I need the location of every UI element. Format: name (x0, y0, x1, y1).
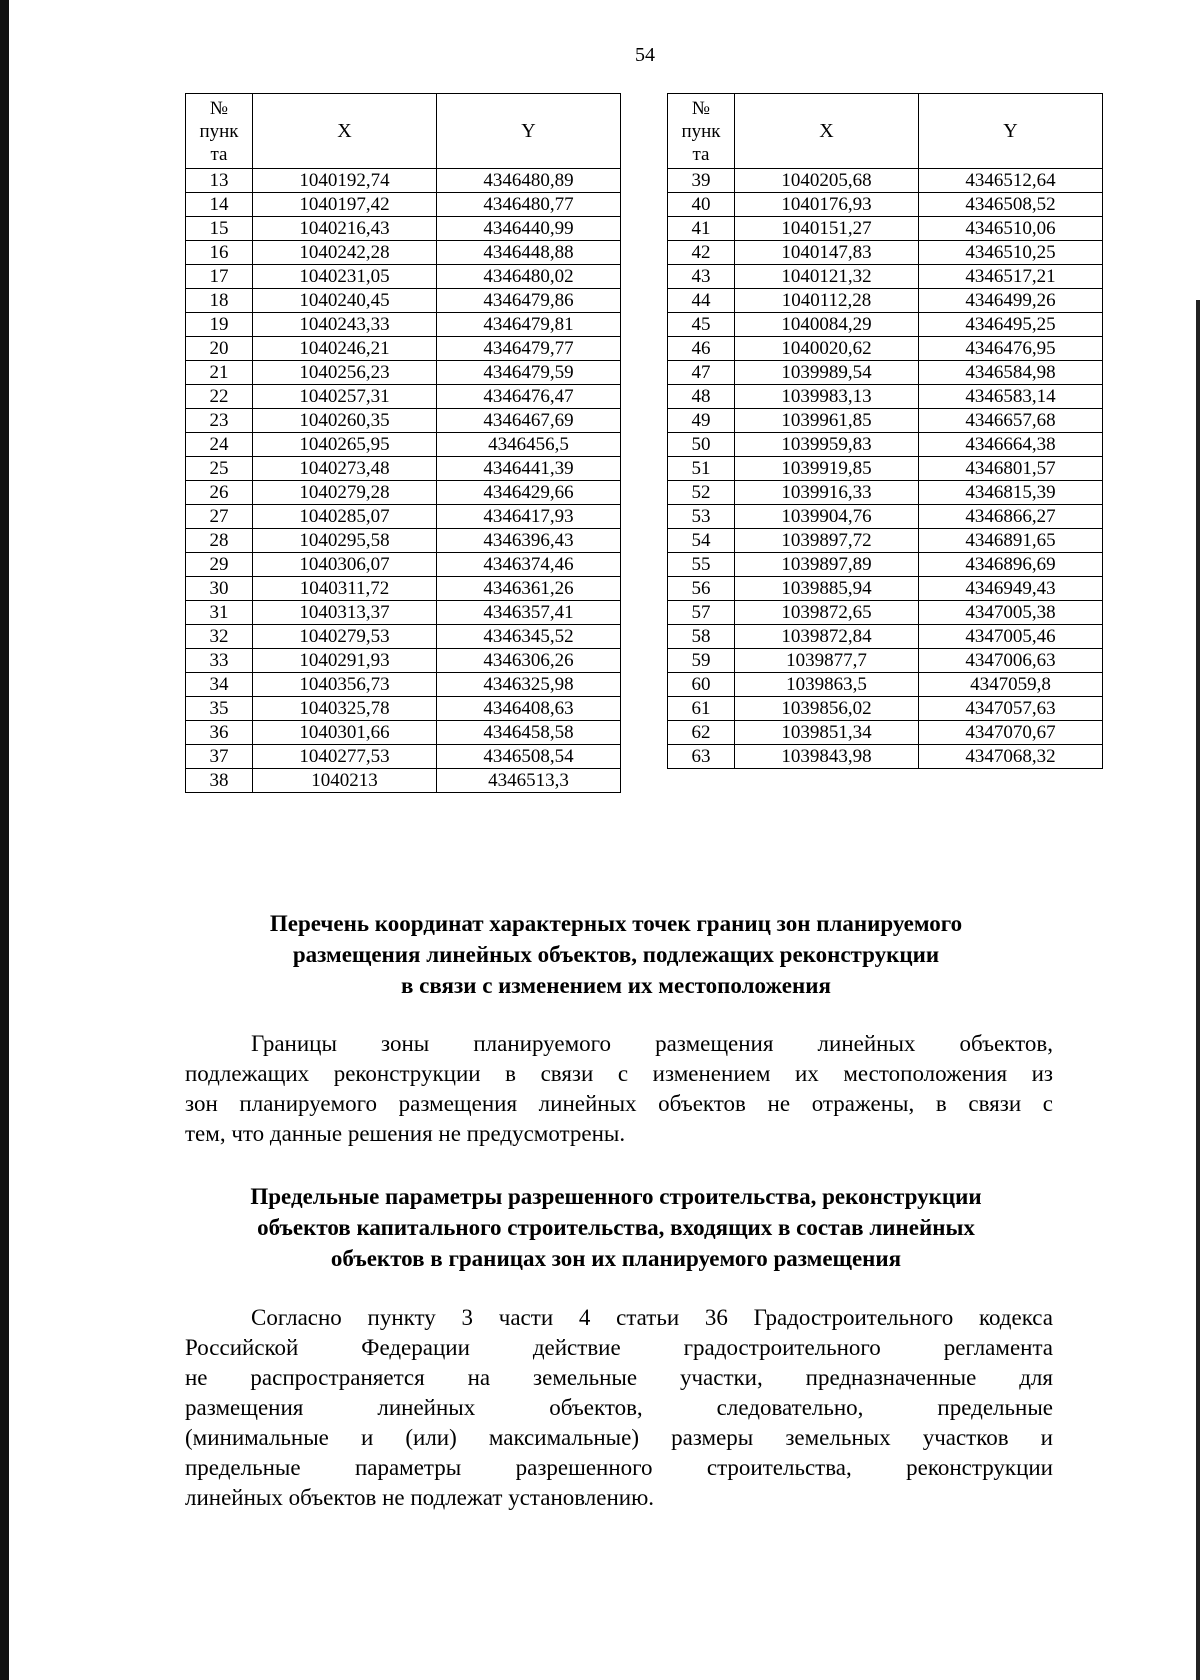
table-row (668, 649, 1103, 673)
table-row (668, 361, 1103, 385)
cell-x: 1040205,68 (735, 169, 919, 193)
cell-x: 1039989,54 (735, 361, 919, 385)
table-row (186, 505, 621, 529)
cell-point-number: 25 (186, 457, 253, 481)
cell-point-number: 46 (668, 337, 735, 361)
table-row (668, 457, 1103, 481)
cell-x: 1040243,33 (253, 313, 437, 337)
cell-x: 1040197,42 (253, 193, 437, 217)
heading-line: Перечень координат характерных точек границ зон планируемого (269, 911, 963, 936)
cell-x: 1040311,72 (253, 577, 437, 601)
cell-x: 1040295,58 (253, 529, 437, 553)
header-point-number (186, 94, 253, 169)
cell-y: 4346345,52 (437, 625, 621, 649)
table-body-left (186, 169, 621, 793)
header-num-line: № (209, 97, 229, 119)
cell-y: 4347005,46 (919, 625, 1103, 649)
cell-x: 1040306,07 (253, 553, 437, 577)
table-row (668, 409, 1103, 433)
paragraph-line: (минимальные и (или) максимальные) размеры земельных участков и (185, 1425, 1053, 1450)
table-row (186, 745, 621, 769)
cell-point-number: 51 (668, 457, 735, 481)
header-x: X (735, 94, 919, 169)
cell-x: 1039919,85 (735, 457, 919, 481)
cell-y: 4346896,69 (919, 553, 1103, 577)
table-row (668, 337, 1103, 361)
cell-y: 4346508,54 (437, 745, 621, 769)
cell-x: 1040231,05 (253, 265, 437, 289)
heading-line: объектов капитального строительства, входящих в состав линейных (257, 1215, 975, 1240)
cell-x: 1040273,48 (253, 457, 437, 481)
cell-y: 4346801,57 (919, 457, 1103, 481)
table-row (186, 481, 621, 505)
table-row (186, 241, 621, 265)
paragraph-line: подлежащих реконструкции в связи с изменением их местоположения из (185, 1061, 1053, 1086)
cell-y: 4347006,63 (919, 649, 1103, 673)
header-num-line: та (692, 143, 710, 165)
cell-point-number: 18 (186, 289, 253, 313)
cell-point-number: 32 (186, 625, 253, 649)
cell-x: 1040313,37 (253, 601, 437, 625)
cell-y: 4347059,8 (919, 673, 1103, 697)
cell-y: 4346866,27 (919, 505, 1103, 529)
coordinates-table-left (185, 93, 621, 793)
cell-y: 4346467,69 (437, 409, 621, 433)
paragraph-line: зон планируемого размещения линейных объектов не отражены, в связи с (185, 1091, 1053, 1116)
cell-point-number: 48 (668, 385, 735, 409)
scan-border-left (0, 0, 9, 1680)
cell-y: 4346480,89 (437, 169, 621, 193)
cell-point-number: 30 (186, 577, 253, 601)
table-row (668, 313, 1103, 337)
cell-x: 1040291,93 (253, 649, 437, 673)
cell-x: 1040176,93 (735, 193, 919, 217)
cell-x: 1040084,29 (735, 313, 919, 337)
cell-y: 4346479,81 (437, 313, 621, 337)
table-row (186, 721, 621, 745)
table-row (186, 457, 621, 481)
cell-y: 4347068,32 (919, 745, 1103, 769)
paragraph-line: предельные параметры разрешенного строительства, реконструкции (185, 1455, 1053, 1480)
cell-point-number: 16 (186, 241, 253, 265)
cell-x: 1039904,76 (735, 505, 919, 529)
cell-point-number: 59 (668, 649, 735, 673)
heading-line: Предельные параметры разрешенного строительства, реконструкции (250, 1184, 982, 1209)
table-row (668, 673, 1103, 697)
table-row (668, 577, 1103, 601)
table-row (668, 289, 1103, 313)
table-row (186, 553, 621, 577)
table-row (668, 505, 1103, 529)
table-row (668, 721, 1103, 745)
cell-y: 4346408,63 (437, 697, 621, 721)
cell-y: 4347070,67 (919, 721, 1103, 745)
cell-x: 1040112,28 (735, 289, 919, 313)
cell-y: 4346417,93 (437, 505, 621, 529)
cell-point-number: 52 (668, 481, 735, 505)
cell-y: 4347057,63 (919, 697, 1103, 721)
table-row (186, 769, 621, 793)
cell-y: 4346361,26 (437, 577, 621, 601)
paragraph-line: Границы зоны планируемого размещения линейных объектов, (251, 1031, 1053, 1056)
table-row (668, 193, 1103, 217)
coordinates-table-right (667, 93, 1103, 769)
table-row (668, 697, 1103, 721)
cell-x: 1040279,53 (253, 625, 437, 649)
header-y: Y (919, 94, 1103, 169)
cell-point-number: 33 (186, 649, 253, 673)
header-num-line: № (691, 97, 711, 119)
paragraph-line: размещения линейных объектов, следовательно, предельные (185, 1395, 1053, 1420)
cell-point-number: 29 (186, 553, 253, 577)
cell-y: 4346815,39 (919, 481, 1103, 505)
table-row (186, 529, 621, 553)
paragraph-line: тем, что данные решения не предусмотрены. (185, 1121, 626, 1146)
cell-y: 4347005,38 (919, 601, 1103, 625)
table-row (186, 361, 621, 385)
cell-point-number: 58 (668, 625, 735, 649)
table-row (186, 313, 621, 337)
cell-point-number: 38 (186, 769, 253, 793)
cell-y: 4346510,06 (919, 217, 1103, 241)
cell-point-number: 21 (186, 361, 253, 385)
cell-y: 4346584,98 (919, 361, 1103, 385)
cell-point-number: 35 (186, 697, 253, 721)
table-row (186, 577, 621, 601)
table-row (668, 601, 1103, 625)
cell-y: 4346440,99 (437, 217, 621, 241)
cell-point-number: 40 (668, 193, 735, 217)
cell-y: 4346429,66 (437, 481, 621, 505)
cell-x: 1039843,98 (735, 745, 919, 769)
heading-line: в связи с изменением их местоположения (401, 973, 831, 998)
cell-y: 4346441,39 (437, 457, 621, 481)
cell-x: 1040246,21 (253, 337, 437, 361)
cell-x: 1039983,13 (735, 385, 919, 409)
cell-y: 4346510,25 (919, 241, 1103, 265)
cell-y: 4346458,58 (437, 721, 621, 745)
table-row (186, 337, 621, 361)
cell-x: 1040279,28 (253, 481, 437, 505)
table-row (668, 481, 1103, 505)
cell-x: 1040260,35 (253, 409, 437, 433)
cell-y: 4346325,98 (437, 673, 621, 697)
cell-point-number: 34 (186, 673, 253, 697)
paragraph-line: не распространяется на земельные участки, предназначенные для (185, 1365, 1053, 1390)
paragraph-parameters (185, 1303, 1053, 1513)
cell-point-number: 60 (668, 673, 735, 697)
paragraph-line: линейных объектов не подлежат установлению. (185, 1485, 655, 1510)
table-row (668, 553, 1103, 577)
cell-x: 1039961,85 (735, 409, 919, 433)
cell-point-number: 63 (668, 745, 735, 769)
cell-point-number: 37 (186, 745, 253, 769)
cell-x: 1040121,32 (735, 265, 919, 289)
cell-x: 1040147,83 (735, 241, 919, 265)
cell-y: 4346495,25 (919, 313, 1103, 337)
table-row (186, 673, 621, 697)
cell-point-number: 56 (668, 577, 735, 601)
cell-x: 1040256,23 (253, 361, 437, 385)
cell-y: 4346499,26 (919, 289, 1103, 313)
header-y: Y (437, 94, 621, 169)
table-row (668, 217, 1103, 241)
table-row (668, 265, 1103, 289)
cell-point-number: 31 (186, 601, 253, 625)
cell-y: 4346949,43 (919, 577, 1103, 601)
cell-y: 4346480,77 (437, 193, 621, 217)
scan-border-right (1196, 300, 1200, 1680)
table-row (186, 601, 621, 625)
table-row (186, 385, 621, 409)
cell-y: 4346480,02 (437, 265, 621, 289)
header-point-number (668, 94, 735, 169)
table-row (668, 241, 1103, 265)
cell-x: 1039863,5 (735, 673, 919, 697)
cell-point-number: 36 (186, 721, 253, 745)
table-row (186, 193, 621, 217)
cell-point-number: 43 (668, 265, 735, 289)
cell-point-number: 44 (668, 289, 735, 313)
cell-y: 4346456,5 (437, 433, 621, 457)
cell-point-number: 47 (668, 361, 735, 385)
header-num-line: та (210, 143, 228, 165)
cell-y: 4346396,43 (437, 529, 621, 553)
cell-y: 4346357,41 (437, 601, 621, 625)
cell-y: 4346448,88 (437, 241, 621, 265)
cell-x: 1040151,27 (735, 217, 919, 241)
cell-point-number: 54 (668, 529, 735, 553)
cell-point-number: 42 (668, 241, 735, 265)
page-number: 54 (635, 44, 655, 66)
cell-x: 1039877,7 (735, 649, 919, 673)
paragraph-line: Согласно пункту 3 части 4 статьи 36 Градостроительного кодекса (251, 1305, 1053, 1330)
cell-point-number: 49 (668, 409, 735, 433)
cell-x: 1040265,95 (253, 433, 437, 457)
cell-x: 1040257,31 (253, 385, 437, 409)
cell-point-number: 55 (668, 553, 735, 577)
cell-point-number: 61 (668, 697, 735, 721)
cell-x: 1039872,65 (735, 601, 919, 625)
cell-y: 4346508,52 (919, 193, 1103, 217)
cell-point-number: 23 (186, 409, 253, 433)
table-row (186, 649, 621, 673)
table-row (668, 385, 1103, 409)
cell-y: 4346513,3 (437, 769, 621, 793)
table-row (186, 697, 621, 721)
heading-line: объектов в границах зон их планируемого размещения (330, 1246, 902, 1271)
table-row (668, 169, 1103, 193)
cell-x: 1039959,83 (735, 433, 919, 457)
cell-x: 1040020,62 (735, 337, 919, 361)
cell-point-number: 45 (668, 313, 735, 337)
cell-point-number: 14 (186, 193, 253, 217)
cell-x: 1039856,02 (735, 697, 919, 721)
cell-x: 1039916,33 (735, 481, 919, 505)
cell-point-number: 27 (186, 505, 253, 529)
cell-x: 1040285,07 (253, 505, 437, 529)
cell-x: 1039897,89 (735, 553, 919, 577)
cell-y: 4346891,65 (919, 529, 1103, 553)
cell-point-number: 50 (668, 433, 735, 457)
cell-y: 4346479,86 (437, 289, 621, 313)
cell-point-number: 22 (186, 385, 253, 409)
cell-y: 4346374,46 (437, 553, 621, 577)
cell-point-number: 19 (186, 313, 253, 337)
cell-y: 4346517,21 (919, 265, 1103, 289)
cell-y: 4346476,95 (919, 337, 1103, 361)
table-row (668, 433, 1103, 457)
cell-x: 1040240,45 (253, 289, 437, 313)
cell-point-number: 62 (668, 721, 735, 745)
cell-x: 1040213 (253, 769, 437, 793)
cell-x: 1040301,66 (253, 721, 437, 745)
table-row (186, 289, 621, 313)
table-row (186, 433, 621, 457)
cell-x: 1039885,94 (735, 577, 919, 601)
table-row (186, 217, 621, 241)
cell-point-number: 39 (668, 169, 735, 193)
cell-x: 1040325,78 (253, 697, 437, 721)
cell-point-number: 28 (186, 529, 253, 553)
cell-y: 4346512,64 (919, 169, 1103, 193)
heading-line: размещения линейных объектов, подлежащих реконструкции (292, 942, 940, 967)
cell-x: 1039851,34 (735, 721, 919, 745)
table-row (668, 625, 1103, 649)
cell-x: 1040216,43 (253, 217, 437, 241)
cell-x: 1039897,72 (735, 529, 919, 553)
paragraph-boundaries (185, 1029, 1053, 1149)
cell-y: 4346476,47 (437, 385, 621, 409)
header-x: X (253, 94, 437, 169)
table-row (186, 409, 621, 433)
cell-y: 4346664,38 (919, 433, 1103, 457)
table-body-right (668, 169, 1103, 769)
cell-y: 4346306,26 (437, 649, 621, 673)
cell-point-number: 53 (668, 505, 735, 529)
cell-y: 4346479,59 (437, 361, 621, 385)
header-num-line: пунк (681, 120, 721, 142)
cell-x: 1040192,74 (253, 169, 437, 193)
cell-y: 4346583,14 (919, 385, 1103, 409)
cell-y: 4346657,68 (919, 409, 1103, 433)
cell-point-number: 57 (668, 601, 735, 625)
section-heading-parameters (185, 1181, 1047, 1274)
header-num-line: пунк (199, 120, 239, 142)
table-row (186, 265, 621, 289)
table-row (186, 625, 621, 649)
cell-point-number: 17 (186, 265, 253, 289)
cell-point-number: 15 (186, 217, 253, 241)
paragraph-line: Российской Федерации действие градостроительного регламента (185, 1335, 1053, 1360)
cell-y: 4346479,77 (437, 337, 621, 361)
table-header-row (668, 94, 1103, 169)
cell-point-number: 13 (186, 169, 253, 193)
cell-point-number: 26 (186, 481, 253, 505)
cell-x: 1040277,53 (253, 745, 437, 769)
cell-point-number: 41 (668, 217, 735, 241)
cell-x: 1040242,28 (253, 241, 437, 265)
table-row (186, 169, 621, 193)
cell-x: 1040356,73 (253, 673, 437, 697)
cell-x: 1039872,84 (735, 625, 919, 649)
cell-point-number: 24 (186, 433, 253, 457)
cell-point-number: 20 (186, 337, 253, 361)
table-row (668, 529, 1103, 553)
section-heading-coordinates (185, 908, 1047, 1001)
table-header-row (186, 94, 621, 169)
table-row (668, 745, 1103, 769)
